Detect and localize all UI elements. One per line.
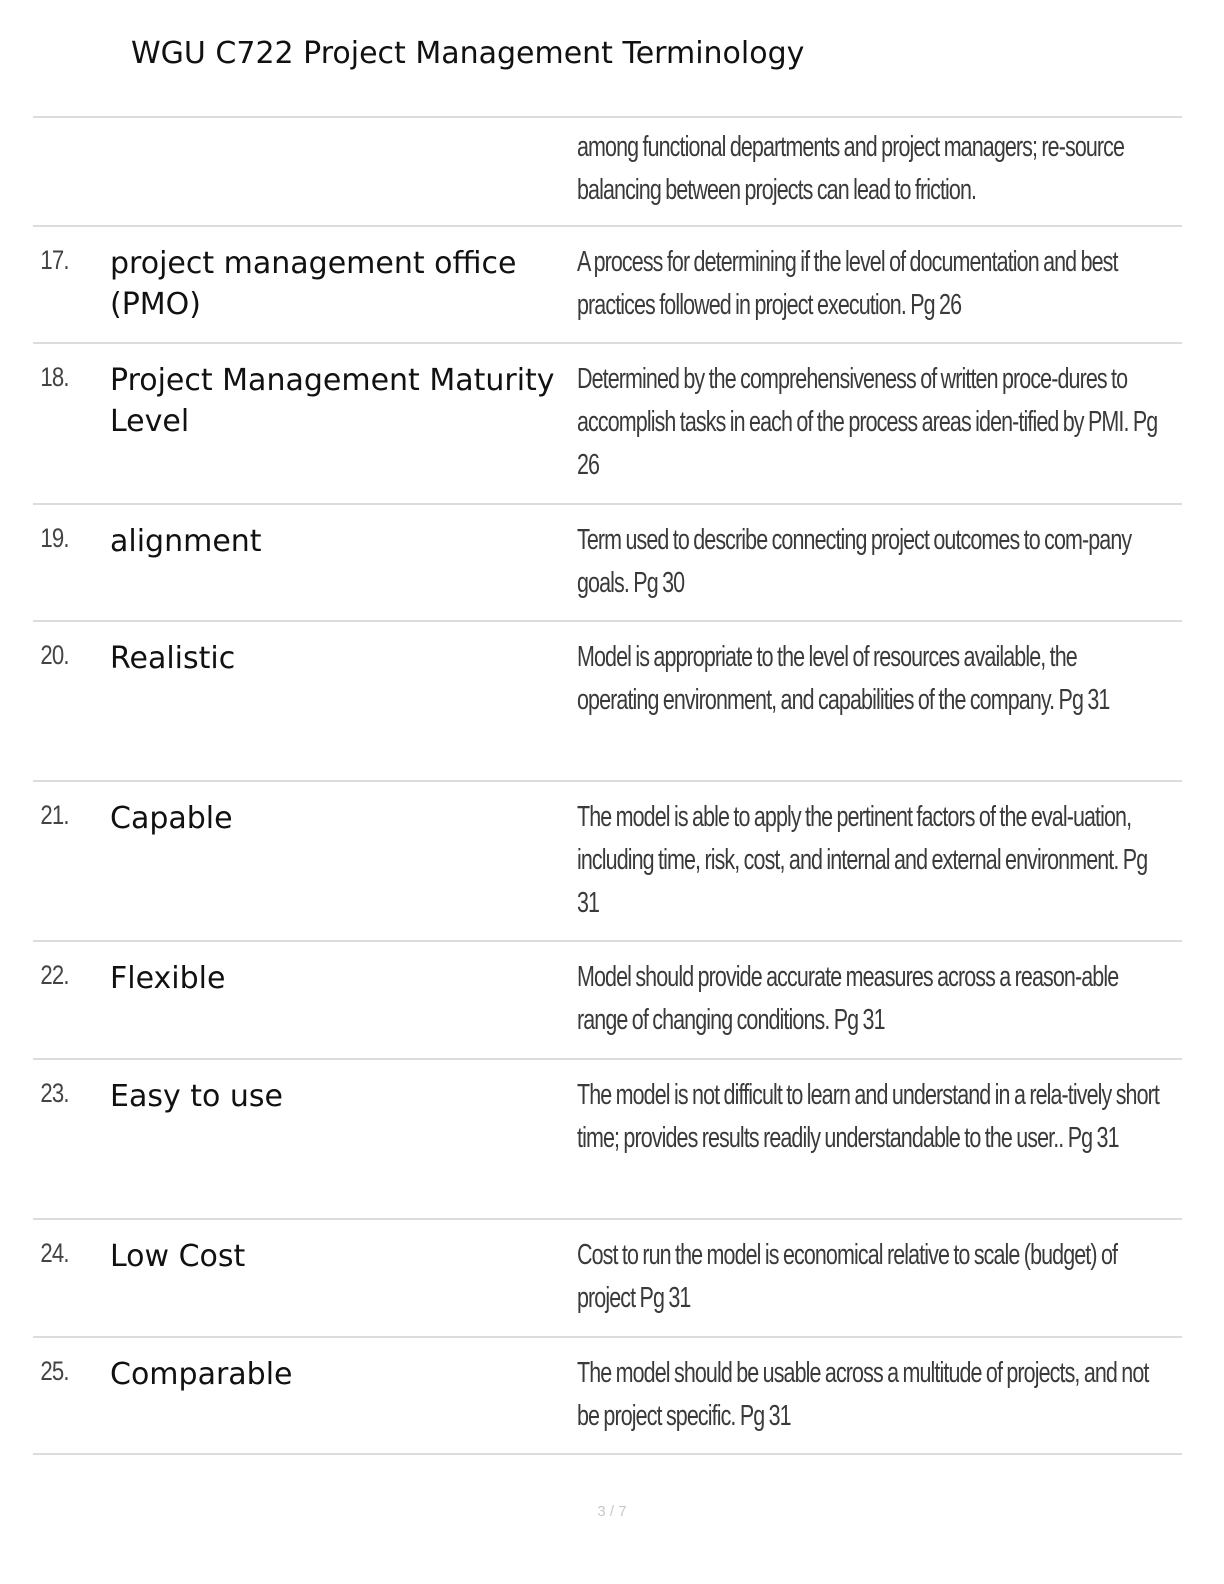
row-number: 24.: [40, 1238, 69, 1268]
terminology-table: [33, 116, 1182, 1455]
row-term: Capable: [110, 801, 233, 836]
page-title: WGU C722 Project Management Terminology: [131, 36, 805, 71]
row-term: Easy to use: [110, 1079, 284, 1114]
row-number: 20.: [40, 640, 69, 670]
row-number: 23.: [40, 1078, 69, 1108]
page-number: 3 / 7: [597, 1503, 627, 1520]
row-number: 21.: [40, 800, 69, 830]
table-row: [33, 227, 1182, 344]
table-row: [33, 505, 1182, 622]
row-number: 19.: [40, 523, 69, 553]
row-term: project management office (PMO): [110, 246, 517, 322]
row-definition: among functional departments and project managers; re-source balancing between projects can lead to friction.: [577, 131, 1125, 206]
row-term: alignment: [110, 524, 262, 559]
table-row: [33, 942, 1182, 1060]
table-row: [33, 782, 1182, 942]
row-term: Low Cost: [110, 1239, 246, 1274]
row-definition: Model is appropriate to the level of resources available, the operating environment, and capabilities of the company. Pg 31: [577, 641, 1110, 716]
row-term: Project Management Maturity Level: [110, 363, 555, 439]
row-term: Realistic: [110, 641, 236, 676]
row-definition: Determined by the comprehensiveness of written proce-dures to accomplish tasks in each of the process areas iden-tified by PMI. Pg 26: [577, 363, 1158, 481]
row-definition: The model is not difficult to learn and understand in a rela-tively short time; provides results readily understandable to the user.. Pg 31: [577, 1079, 1159, 1154]
row-term: Flexible: [110, 961, 226, 996]
row-number: 22.: [40, 960, 69, 990]
table-row-continued: [33, 118, 1182, 227]
row-term: [110, 126, 577, 128]
table-row: [33, 1220, 1182, 1338]
row-number: [33, 126, 96, 130]
row-definition: Model should provide accurate measures across a reason-able range of changing conditions. Pg 31: [577, 961, 1119, 1036]
row-number: 25.: [40, 1356, 69, 1386]
table-row: [33, 344, 1182, 505]
row-term: Comparable: [110, 1357, 293, 1392]
table-row: [33, 622, 1182, 782]
row-definition: A process for determining if the level of documentation and best practices followed in project execution. Pg 26: [577, 246, 1118, 321]
row-number: 18.: [40, 362, 69, 392]
row-definition: Cost to run the model is economical relative to scale (budget) of project Pg 31: [577, 1239, 1118, 1314]
table-row: [33, 1060, 1182, 1220]
row-definition: Term used to describe connecting project outcomes to com-pany goals. Pg 30: [577, 524, 1132, 599]
row-number: 17.: [40, 245, 69, 275]
row-definition: The model is able to apply the pertinent factors of the eval-uation, including time, risk, cost, and internal and external environment. Pg 31: [577, 801, 1148, 919]
row-definition: The model should be usable across a multitude of projects, and not be project specific. Pg 31: [577, 1357, 1149, 1432]
table-row: [33, 1338, 1182, 1455]
